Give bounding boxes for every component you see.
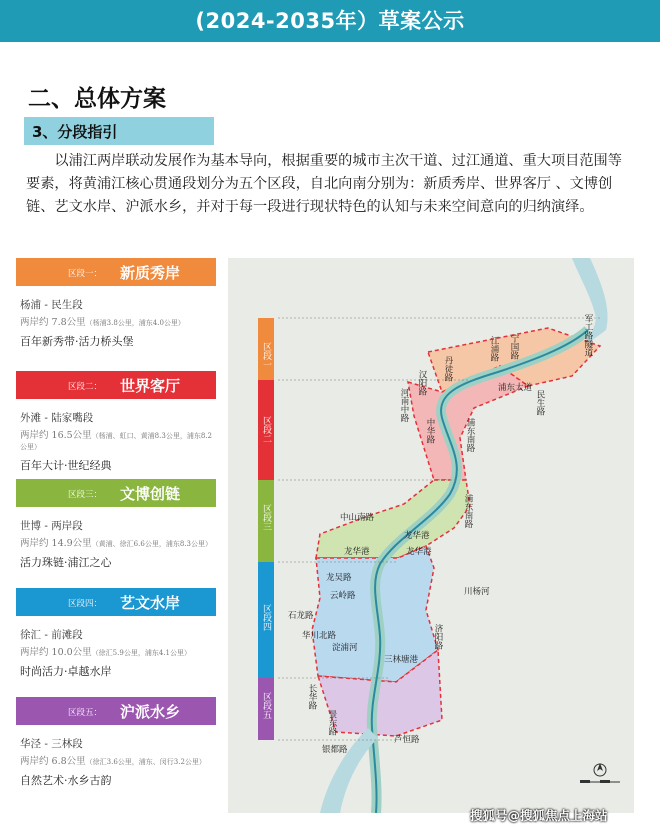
- zone-tag: 区段二：: [68, 382, 103, 392]
- zone-length: 两岸约 6.8公里（徐汇3.6公里，浦东、闵行3.2公里）: [20, 756, 206, 767]
- zone-section: 世博 - 两岸段: [20, 520, 83, 532]
- zone-panel-3: [16, 479, 216, 570]
- zone-slogan: 活力珠链·浦江之心: [20, 556, 112, 569]
- header-banner: [0, 0, 660, 42]
- zone-panel-1: [16, 258, 216, 349]
- zone-section: 外滩 - 陆家嘴段: [20, 412, 94, 424]
- zone-name: 世界客厅: [120, 377, 181, 395]
- road-label: 民生路: [535, 390, 545, 416]
- zone-tag: 区段三：: [68, 490, 103, 500]
- zoning-map: [228, 258, 634, 813]
- zone-name: 沪派水乡: [120, 703, 181, 721]
- road-label: 华川北路: [302, 631, 337, 641]
- road-label: 川杨河: [464, 587, 490, 597]
- zone-panel-5: [16, 697, 216, 788]
- zone-label-4: 区段四: [261, 604, 271, 631]
- road-label: 汉阳路: [417, 370, 427, 396]
- zone-panel-2: [16, 371, 216, 473]
- road-label: 景东路: [327, 710, 337, 736]
- road-label: 银都路: [322, 745, 348, 755]
- road-label: 龙华港: [344, 547, 370, 557]
- road-label: 军工路隧道: [583, 314, 593, 357]
- zone-tag: 区段四：: [68, 599, 103, 609]
- road-label: 龙华港: [406, 547, 432, 557]
- road-label: 宁国路: [509, 334, 519, 360]
- road-label: 芦恒路: [394, 735, 420, 745]
- zone-tag: 区段一：: [68, 269, 103, 279]
- watermark: 搜狐号@搜狐焦点上海站: [470, 808, 608, 823]
- road-label: 石龙路: [288, 611, 314, 621]
- zone-name: 新质秀岸: [120, 264, 181, 282]
- zone-slogan: 自然艺术·水乡古韵: [20, 774, 112, 787]
- zone-name: 文博创链: [120, 485, 181, 503]
- map-canvas: [228, 258, 634, 813]
- zone-slogan: 时尚活力·卓越水岸: [20, 665, 112, 678]
- zone-slogan: 百年大计·世纪经典: [20, 459, 112, 472]
- zone-length: 两岸约 16.5公里（杨浦、虹口、黄浦8.3公里，浦东8.2公里）: [20, 430, 212, 451]
- road-label: 河南中路: [399, 388, 409, 422]
- zone-panel-4: [16, 588, 216, 679]
- road-label: 淀浦河: [332, 643, 358, 653]
- road-label: 长华路: [307, 684, 317, 710]
- road-label: 龙吴路: [326, 573, 352, 583]
- road-label: 丹徒路: [443, 356, 453, 382]
- zone-length: 两岸约 7.8公里（杨浦3.8公里，浦东4.0公里）: [20, 317, 185, 328]
- zone-bar: [16, 697, 216, 725]
- zone-bar: [16, 258, 216, 286]
- zone-bar: [16, 371, 216, 399]
- zone-label-1: 区段一: [261, 342, 271, 369]
- zone-section: 杨浦 - 民生段: [20, 299, 83, 311]
- road-label: 浦东南路: [463, 494, 473, 528]
- page-title: (2024-2035年）草案公示: [195, 9, 465, 33]
- road-label: 中山南路: [340, 513, 375, 523]
- road-label: 三林塘港: [384, 655, 419, 665]
- road-label: 济阳路: [433, 624, 443, 650]
- intro-paragraph: 以浦江两岸联动发展作为基本导向，根据重要的城市主次干道、过江通道、重大项目范围等要素，将黄浦江核心贯通段划分为五个区段，自北向南分别为：新质秀岸、世界客厅 、文博创链、艺文水岸、沪派水乡，并对于每一段进行现状特色的认知与未来空间意向的归纳演绎。: [26, 153, 622, 215]
- subsection-title: 3、分段指引: [32, 123, 118, 141]
- zone-bar: [16, 479, 216, 507]
- zone-label-3: 区段三: [261, 504, 271, 531]
- road-label: 中华路: [425, 418, 435, 444]
- zone-length: 两岸约 10.0公里（徐汇5.9公里，浦东4.1公里）: [20, 647, 191, 658]
- section-title: 二、总体方案: [28, 86, 166, 112]
- road-label: 江浦路: [489, 336, 499, 362]
- road-label: 云岭路: [330, 591, 356, 601]
- road-label: 浦东南路: [465, 418, 475, 452]
- zone-label-5: 区段五: [261, 692, 271, 719]
- zone-slogan: 百年新秀带·活力桥头堡: [20, 335, 134, 348]
- zone-section: 徐汇 - 前滩段: [20, 629, 83, 641]
- zone-section: 华泾 - 三林段: [20, 738, 83, 750]
- road-label: 龙华港: [404, 531, 430, 541]
- zone-bar: [16, 588, 216, 616]
- subsection-band: [24, 117, 214, 145]
- zone-tag: 区段五：: [68, 708, 103, 718]
- zone-length: 两岸约 14.9公里（黄浦、徐汇6.6公里，浦东8.3公里）: [20, 538, 212, 549]
- road-label: 浦东大道: [498, 383, 533, 393]
- zone-name: 艺文水岸: [120, 594, 181, 612]
- zone-label-2: 区段二: [261, 416, 271, 443]
